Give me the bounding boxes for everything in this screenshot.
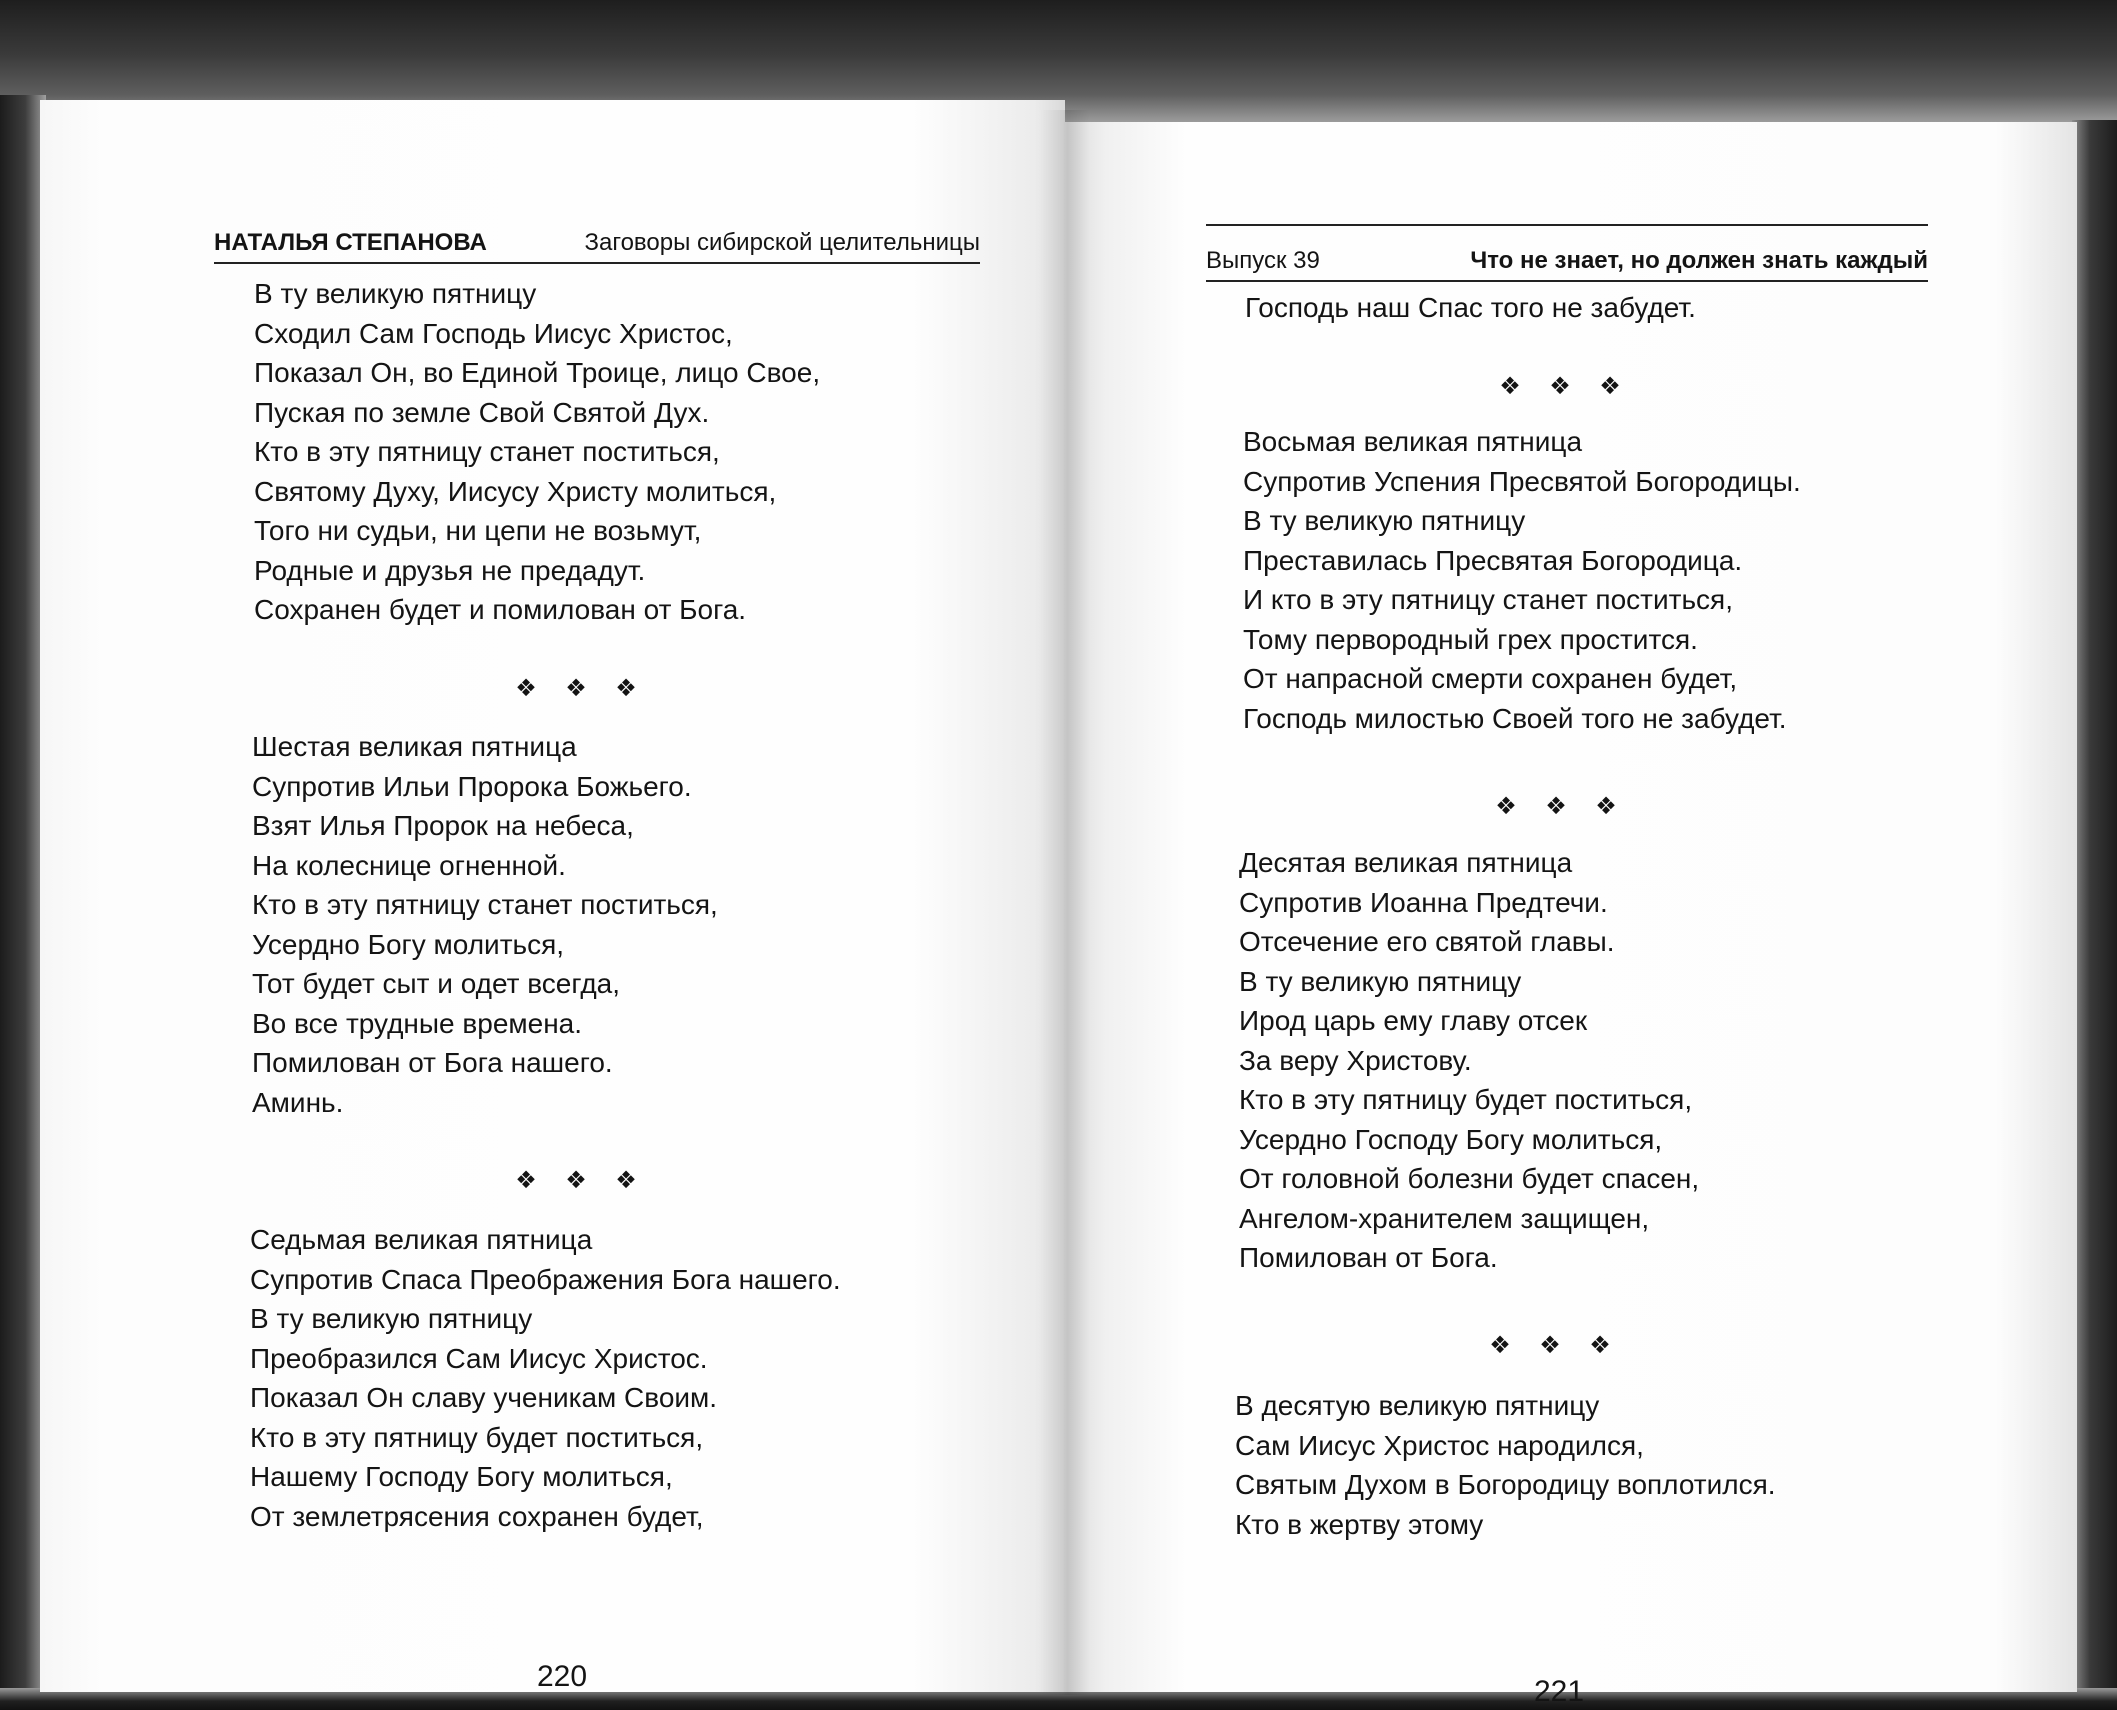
poem-line: Во все трудные времена. xyxy=(252,1007,583,1039)
poem-line: Супротив Спаса Преображения Бога нашего. xyxy=(250,1263,841,1295)
poem-line: Седьмая великая пятница xyxy=(250,1224,593,1255)
poem-line: На колеснице огненной. xyxy=(252,849,566,881)
poem-line: От напрасной смерти сохранен будет, xyxy=(1243,663,1738,694)
header-issue: Выпуск 39 xyxy=(1206,247,1320,274)
stanza-separator xyxy=(1481,792,1631,821)
poem-line: Десятая великая пятница xyxy=(1239,847,1573,878)
stanza-separator xyxy=(1475,1331,1625,1360)
poem-line: Кто в эту пятницу будет поститься, xyxy=(1239,1084,1693,1115)
poem-line: Сходил Сам Господь Иисус Христос, xyxy=(254,317,733,349)
poem-line: Кто в эту пятницу станет поститься, xyxy=(252,889,718,920)
poem-line: Того ни судьи, ни цепи не возьмут, xyxy=(254,515,702,546)
poem-line: И кто в эту пятницу станет поститься, xyxy=(1243,584,1733,615)
header-series-title: Что не знает, но должен знать каждый xyxy=(1470,247,1928,274)
right-stanza-2 xyxy=(1243,422,1801,738)
poem-line: В ту великую пятницу xyxy=(254,278,537,309)
poem-line: Нашему Господу Богу молиться, xyxy=(250,1461,673,1492)
header-author: НАТАЛЬЯ СТЕПАНОВА xyxy=(214,229,487,256)
poem-line: Супротив Ильи Пророка Божьего. xyxy=(252,770,692,802)
diamond-ornament-icon: ❖ xyxy=(615,675,637,702)
poem-line: Шестая великая пятница xyxy=(252,731,577,762)
stanza-separator xyxy=(1485,372,1635,401)
poem-line: От землетрясения сохранен будет, xyxy=(250,1500,704,1532)
diamond-ornament-icon: ❖ xyxy=(1539,1332,1561,1359)
diamond-ornament-icon: ❖ xyxy=(1599,373,1621,400)
poem-line: Господь милостью Своей того не забудет. xyxy=(1243,702,1787,734)
poem-line: Святым Духом в Богородицу воплотился. xyxy=(1235,1469,1776,1500)
diamond-ornament-icon: ❖ xyxy=(515,1167,537,1194)
left-stanza-2 xyxy=(252,727,718,1122)
poem-line: Помилован от Бога. xyxy=(1239,1242,1498,1273)
page-number: 220 xyxy=(536,1660,588,1693)
poem-line: Помилован от Бога нашего. xyxy=(252,1047,613,1078)
diamond-ornament-icon: ❖ xyxy=(565,1167,587,1194)
poem-line: Преобразился Сам Иисус Христос. xyxy=(250,1342,708,1374)
left-stanza-1 xyxy=(254,274,820,630)
diamond-ornament-icon: ❖ xyxy=(565,675,587,702)
poem-line: Тому первородный грех простится. xyxy=(1243,623,1698,655)
poem-line: Ангелом-хранителем защищен, xyxy=(1239,1202,1650,1234)
poem-line: Господь наш Спас того не забудет. xyxy=(1245,292,1696,323)
right-page xyxy=(1065,122,2077,1708)
diamond-ornament-icon: ❖ xyxy=(615,1167,637,1194)
poem-line: Кто в эту пятницу будет поститься, xyxy=(250,1421,704,1453)
right-stanza-3 xyxy=(1239,843,1699,1278)
poem-line: Кто в эту пятницу станет поститься, xyxy=(254,436,720,467)
poem-line: Усердно Богу молиться, xyxy=(252,928,565,960)
diamond-ornament-icon: ❖ xyxy=(1499,373,1521,400)
left-stanza-3 xyxy=(250,1220,841,1536)
book-spine-gutter xyxy=(1040,110,1090,1695)
diamond-ornament-icon: ❖ xyxy=(1595,793,1617,820)
poem-line: За веру Христову. xyxy=(1239,1044,1472,1076)
poem-line: Святому Духу, Иисусу Христу молиться, xyxy=(254,475,777,507)
poem-line: Сам Иисус Христос народился, xyxy=(1235,1429,1644,1461)
diamond-ornament-icon: ❖ xyxy=(1589,1332,1611,1359)
poem-line: Тот будет сыт и одет всегда, xyxy=(252,968,621,999)
poem-line: Родные и друзья не предадут. xyxy=(254,554,646,586)
poem-line: В ту великую пятницу xyxy=(250,1303,533,1334)
page-number: 221 xyxy=(1533,1675,1585,1708)
right-stanza-4 xyxy=(1235,1386,1776,1544)
poem-line: От головной болезни будет спасен, xyxy=(1239,1163,1700,1194)
poem-line: Пуская по земле Свой Святой Дух. xyxy=(254,396,710,428)
poem-line: В ту великую пятницу xyxy=(1239,965,1522,997)
poem-line: Показал Он, во Единой Троице, лицо Свое, xyxy=(254,357,821,388)
poem-line: Сохранен будет и помилован от Бога. xyxy=(254,594,747,625)
diamond-ornament-icon: ❖ xyxy=(1495,793,1517,820)
poem-line: В десятую великую пятницу xyxy=(1235,1390,1600,1421)
diamond-ornament-icon: ❖ xyxy=(1545,793,1567,820)
poem-line: Отсечение его святой главы. xyxy=(1239,926,1615,957)
poem-line: Преставилась Пресвятая Богородица. xyxy=(1243,544,1743,576)
right-page-header xyxy=(1206,234,1928,282)
diamond-ornament-icon: ❖ xyxy=(515,675,537,702)
diamond-ornament-icon: ❖ xyxy=(1549,373,1571,400)
stanza-separator xyxy=(501,674,651,703)
header-top-rule xyxy=(1206,224,1928,226)
poem-line: Супротив Иоанна Предтечи. xyxy=(1239,886,1608,918)
poem-line: Взят Илья Пророк на небеса, xyxy=(252,810,634,841)
poem-line: Усердно Господу Богу молиться, xyxy=(1239,1123,1663,1155)
left-page-header xyxy=(214,212,980,264)
stanza-separator xyxy=(501,1166,651,1195)
scan-shadow-right xyxy=(2072,120,2117,1700)
poem-line: В ту великую пятницу xyxy=(1243,505,1526,536)
poem-line: Аминь. xyxy=(252,1086,344,1118)
right-stanza-1 xyxy=(1245,288,1696,328)
poem-line: Кто в жертву этому xyxy=(1235,1508,1484,1540)
diamond-ornament-icon: ❖ xyxy=(1489,1332,1511,1359)
poem-line: Супротив Успения Пресвятой Богородицы. xyxy=(1243,465,1801,497)
poem-line: Восьмая великая пятница xyxy=(1243,426,1583,457)
header-book-title: Заговоры сибирской целительницы xyxy=(584,229,980,256)
poem-line: Показал Он славу ученикам Своим. xyxy=(250,1382,718,1413)
poem-line: Ирод царь ему главу отсек xyxy=(1239,1005,1588,1036)
left-page xyxy=(40,100,1065,1692)
